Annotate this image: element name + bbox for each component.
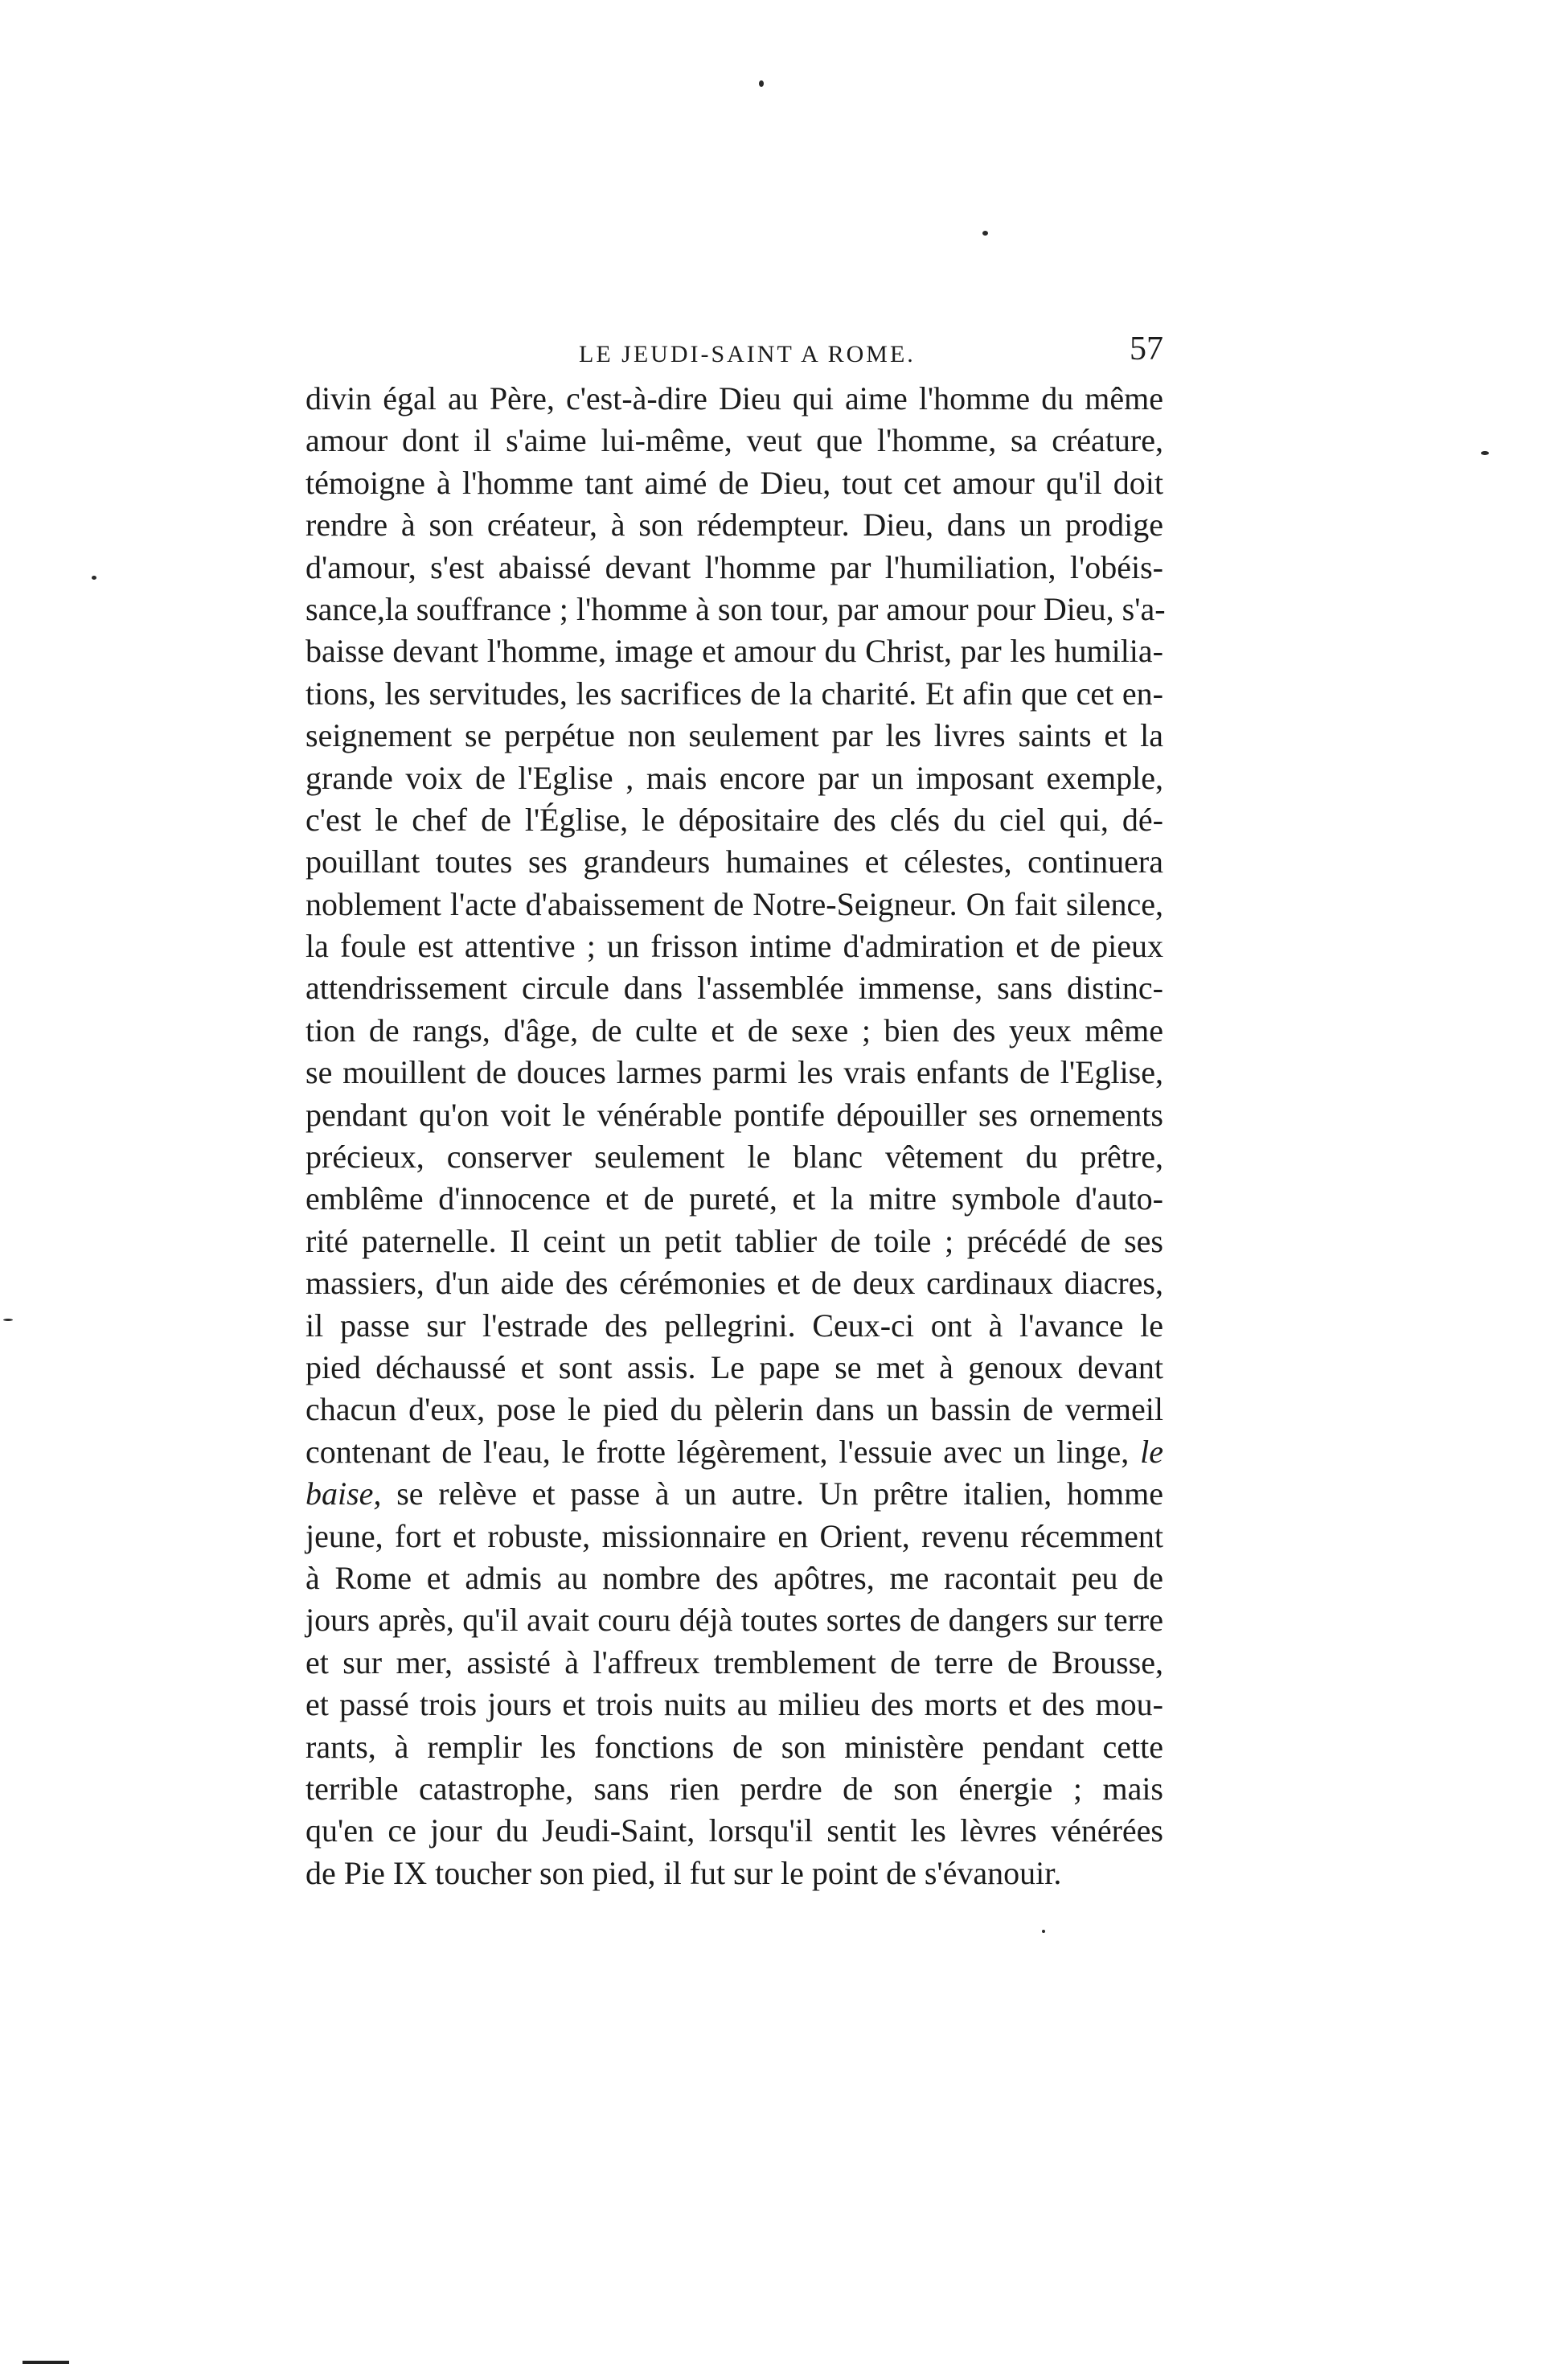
text-line: tion de rangs, d'âge, de culte et de sexe ; bien des yeux même — [306, 1012, 1163, 1048]
text-line: la foule est attentive ; un frisson intime d'admiration et de pieux — [306, 928, 1163, 965]
scan-speck — [92, 576, 96, 580]
text-line: c'est le chef de l'Église, le dépositaire des clés du ciel qui, dé- — [306, 801, 1163, 838]
text-line: emblême d'innocence et de pureté, et la mitre symbole d'auto- — [306, 1180, 1163, 1217]
scan-edge-mark — [23, 2361, 69, 2364]
text-line: tions, les servitudes, les sacrifices de la charité. Et afin que cet en- — [306, 675, 1163, 712]
scan-speck — [3, 1319, 13, 1321]
text-line: sance,la souffrance ; l'homme à son tour, par amour pour Dieu, s'a- — [306, 590, 1166, 627]
text-line: rité paternelle. Il ceint un petit tablier de toile ; précédé de ses — [306, 1222, 1163, 1259]
text-segment: contenant de l'eau, le frotte légèrement, l'essuie avec un linge, — [306, 1433, 1130, 1470]
text-line: noblement l'acte d'abaissement de Notre-Seigneur. On fait silence, — [306, 885, 1163, 922]
text-line: jours après, qu'il avait couru déjà toutes sortes de dangers sur terre — [306, 1602, 1163, 1639]
text-line: baisse devant l'homme, image et amour du Christ, par les humilia- — [306, 633, 1163, 670]
text-line: et sur mer, assisté à l'affreux tremblement de terre de Brousse, — [306, 1643, 1163, 1680]
text-line: et passé trois jours et trois nuits au milieu des morts et des mou- — [306, 1686, 1163, 1723]
text-line: rendre à son créateur, à son rédempteur. Dieu, dans un prodige — [306, 507, 1163, 544]
text-line: pendant qu'on voit le vénérable pontife dépouiller ses ornements — [306, 1096, 1163, 1133]
text-segment: se relève et passe à un autre. Un prêtre italien, homme — [396, 1475, 1163, 1512]
page-header — [306, 330, 1163, 378]
scan-speck — [982, 231, 988, 236]
text-line: pied déchaussé et sont assis. Le pape se met à genoux devant — [306, 1348, 1163, 1385]
scan-speck — [759, 80, 764, 87]
text-line: seignement se perpétue non seulement par les livres saints et la — [306, 717, 1163, 754]
text-line: de Pie IX toucher son pied, il fut sur le point de s'évanouir. — [306, 1854, 1062, 1891]
text-line: témoigne à l'homme tant aimé de Dieu, tout cet amour qu'il doit — [306, 464, 1163, 501]
text-line: chacun d'eux, pose le pied du pèlerin dans un bassin de vermeil — [306, 1391, 1163, 1428]
text-line: se mouillent de douces larmes parmi les vrais enfants de l'Eglise, — [306, 1054, 1163, 1091]
text-line: attendrissement circule dans l'assemblée immense, sans distinc- — [306, 970, 1163, 1007]
text-line: grande voix de l'Eglise , mais encore par un imposant exemple, — [306, 759, 1163, 796]
text-line: jeune, fort et robuste, missionnaire en Orient, revenu récemment — [306, 1517, 1163, 1554]
scan-speck — [1042, 1930, 1045, 1933]
scan-speck — [1481, 451, 1489, 455]
running-title: LE JEUDI-SAINT A ROME. — [579, 341, 916, 367]
italic-word: baise, — [306, 1475, 382, 1512]
body-text — [306, 378, 1166, 1894]
text-line: amour dont il s'aime lui-même, veut que l'homme, sa créature, — [306, 422, 1163, 459]
text-line: qu'en ce jour du Jeudi-Saint, lorsqu'il sentit les lèvres vénérées — [306, 1812, 1163, 1849]
text-line — [306, 1431, 1163, 1473]
text-line: divin égal au Père, c'est-à-dire Dieu qui aime l'homme du même — [306, 380, 1163, 416]
text-line: terrible catastrophe, sans rien perdre de son énergie ; mais — [306, 1770, 1163, 1807]
page-number: 57 — [1130, 330, 1163, 367]
text-line: d'amour, s'est abaissé devant l'homme par l'humiliation, l'obéis- — [306, 548, 1163, 585]
text-line: à Rome et admis au nombre des apôtres, me racontait peu de — [306, 1559, 1163, 1596]
text-line: massiers, d'un aide des cérémonies et de deux cardinaux diacres, — [306, 1265, 1163, 1302]
text-line: il passe sur l'estrade des pellegrini. Ceux-ci ont à l'avance le — [306, 1307, 1163, 1344]
text-line: pouillant toutes ses grandeurs humaines et célestes, continuera — [306, 843, 1163, 880]
text-line: rants, à remplir les fonctions de son ministère pendant cette — [306, 1728, 1163, 1765]
italic-word: le — [1140, 1433, 1163, 1470]
text-line: précieux, conserver seulement le blanc vêtement du prêtre, — [306, 1139, 1163, 1176]
text-line — [306, 1473, 1163, 1515]
